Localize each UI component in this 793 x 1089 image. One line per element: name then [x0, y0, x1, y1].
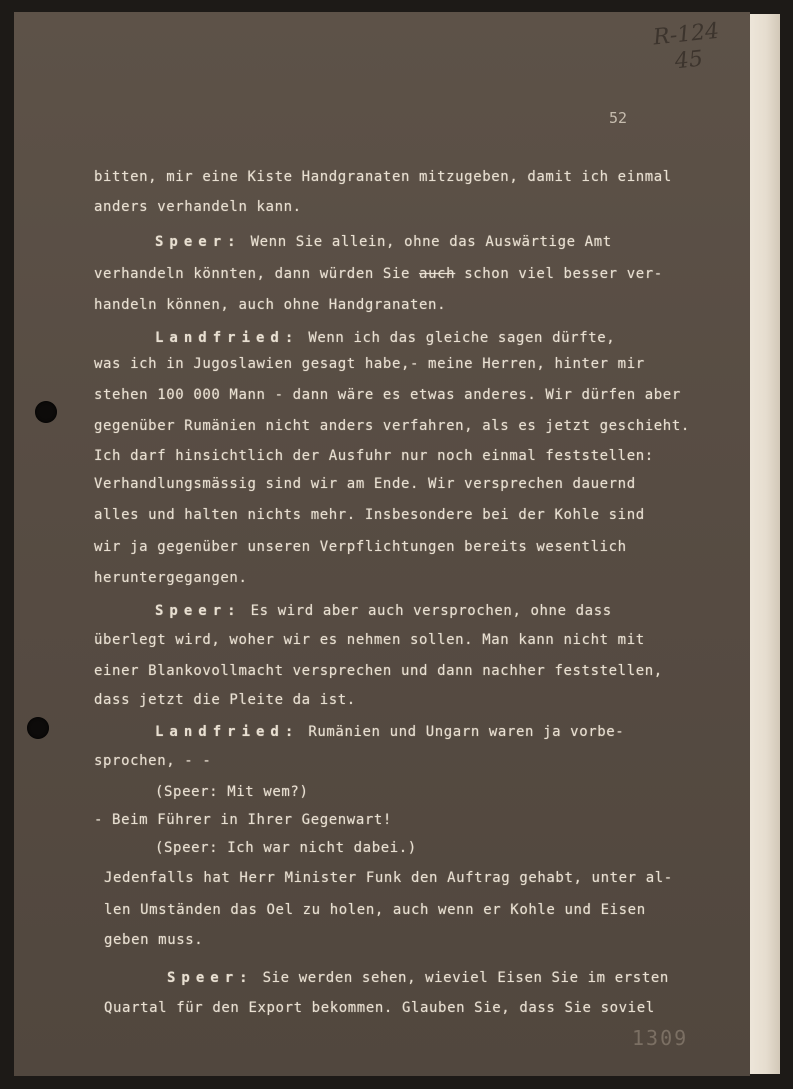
- line-text: - Beim Führer in Ihrer Gegenwart!: [94, 812, 392, 828]
- line-text: Wenn Sie allein, ohne das Auswärtige Amt: [250, 234, 612, 250]
- line-text: dass jetzt die Pleite da ist.: [94, 692, 356, 708]
- speaker-line: [155, 724, 624, 740]
- page-number: 52: [609, 109, 628, 127]
- line-text: sprochen, - -: [94, 753, 212, 769]
- speaker-name: Landfried:: [155, 724, 300, 740]
- line-text: anders verhandeln kann.: [94, 199, 302, 215]
- text-line: [94, 539, 627, 555]
- line-text: bitten, mir eine Kiste Handgranaten mitzugeben, damit ich einmal: [94, 169, 672, 185]
- text-line: [94, 663, 663, 679]
- text-line: [94, 356, 645, 372]
- line-text-continuation: schon viel besser ver-: [464, 266, 663, 282]
- text-line: [94, 812, 392, 828]
- line-text: Jedenfalls hat Herr Minister Funk den Auftrag gehabt, unter al-: [104, 870, 673, 886]
- text-line: [94, 387, 681, 403]
- line-text: geben muss.: [104, 932, 204, 948]
- speaker-line: [167, 970, 669, 986]
- archive-mark-line-2: 45: [673, 46, 705, 75]
- line-text: (Speer: Ich war nicht dabei.): [155, 840, 417, 856]
- line-text: überlegt wird, woher wir es nehmen sollen. Man kann nicht mit: [94, 632, 645, 648]
- line-text: (Speer: Mit wem?): [155, 784, 309, 800]
- text-line: [94, 570, 248, 586]
- text-line: [104, 902, 646, 918]
- line-text: einer Blankovollmacht versprechen und dann nachher feststellen,: [94, 663, 663, 679]
- text-line: [94, 632, 645, 648]
- line-text: Wenn ich das gleiche sagen dürfte,: [308, 330, 616, 346]
- punch-hole-lower: [27, 717, 49, 739]
- text-line: [94, 753, 211, 769]
- handwritten-archive-mark: [645, 18, 731, 86]
- text-line: [94, 448, 654, 464]
- text-line: [104, 932, 203, 948]
- speaker-line: [155, 330, 615, 346]
- line-text: Verhandlungsmässig sind wir am Ende. Wir versprechen dauernd: [94, 476, 636, 492]
- line-text: Ich darf hinsichtlich der Ausfuhr nur noch einmal feststellen:: [94, 448, 654, 464]
- line-text: gegenüber Rumänien nicht anders verfahren, als es jetzt geschieht.: [94, 418, 690, 434]
- archive-stamp-number: 1309: [632, 1026, 689, 1050]
- line-text: alles und halten nichts mehr. Insbesondere bei der Kohle sind: [94, 507, 645, 523]
- line-text: heruntergegangen.: [94, 570, 248, 586]
- line-text: len Umständen das Oel zu holen, auch wenn er Kohle und Eisen: [104, 902, 646, 918]
- line-text: handeln können, auch ohne Handgranaten.: [94, 297, 447, 313]
- text-line: [155, 784, 309, 800]
- text-line: [94, 507, 645, 523]
- text-line: [94, 297, 446, 313]
- speaker-line: [155, 234, 612, 250]
- speaker-name: Speer:: [167, 970, 254, 986]
- line-text: Quartal für den Export bekommen. Glauben Sie, dass Sie soviel: [104, 1000, 655, 1016]
- line-text: stehen 100 000 Mann - dann wäre es etwas anderes. Wir dürfen aber: [94, 387, 681, 403]
- line-text: Sie werden sehen, wieviel Eisen Sie im ersten: [262, 970, 669, 986]
- line-text: Rumänien und Ungarn waren ja vorbe-: [308, 724, 625, 740]
- speaker-name: Speer:: [155, 603, 242, 619]
- archive-mark-line-1: R-124: [652, 18, 721, 51]
- line-text: wir ja gegenüber unseren Verpflichtungen bereits wesentlich: [94, 539, 627, 555]
- speaker-name: Speer:: [155, 234, 242, 250]
- text-line: [104, 1000, 655, 1016]
- text-line: [94, 418, 690, 434]
- line-text: was ich in Jugoslawien gesagt habe,- meine Herren, hinter mir: [94, 356, 645, 372]
- text-line: [104, 870, 673, 886]
- line-text: verhandeln könnten, dann würden Sie: [94, 266, 411, 282]
- speaker-name: Landfried:: [155, 330, 300, 346]
- speaker-line: [155, 603, 612, 619]
- text-line: [94, 476, 636, 492]
- document-page: [14, 12, 750, 1076]
- text-line: [94, 169, 672, 185]
- text-line: [94, 692, 356, 708]
- line-text: Es wird aber auch versprochen, ohne dass: [250, 603, 612, 619]
- text-line: [94, 199, 302, 215]
- text-line: [94, 266, 663, 282]
- text-line: [155, 840, 417, 856]
- struck-word: auch: [419, 266, 456, 282]
- punch-hole-upper: [35, 401, 57, 423]
